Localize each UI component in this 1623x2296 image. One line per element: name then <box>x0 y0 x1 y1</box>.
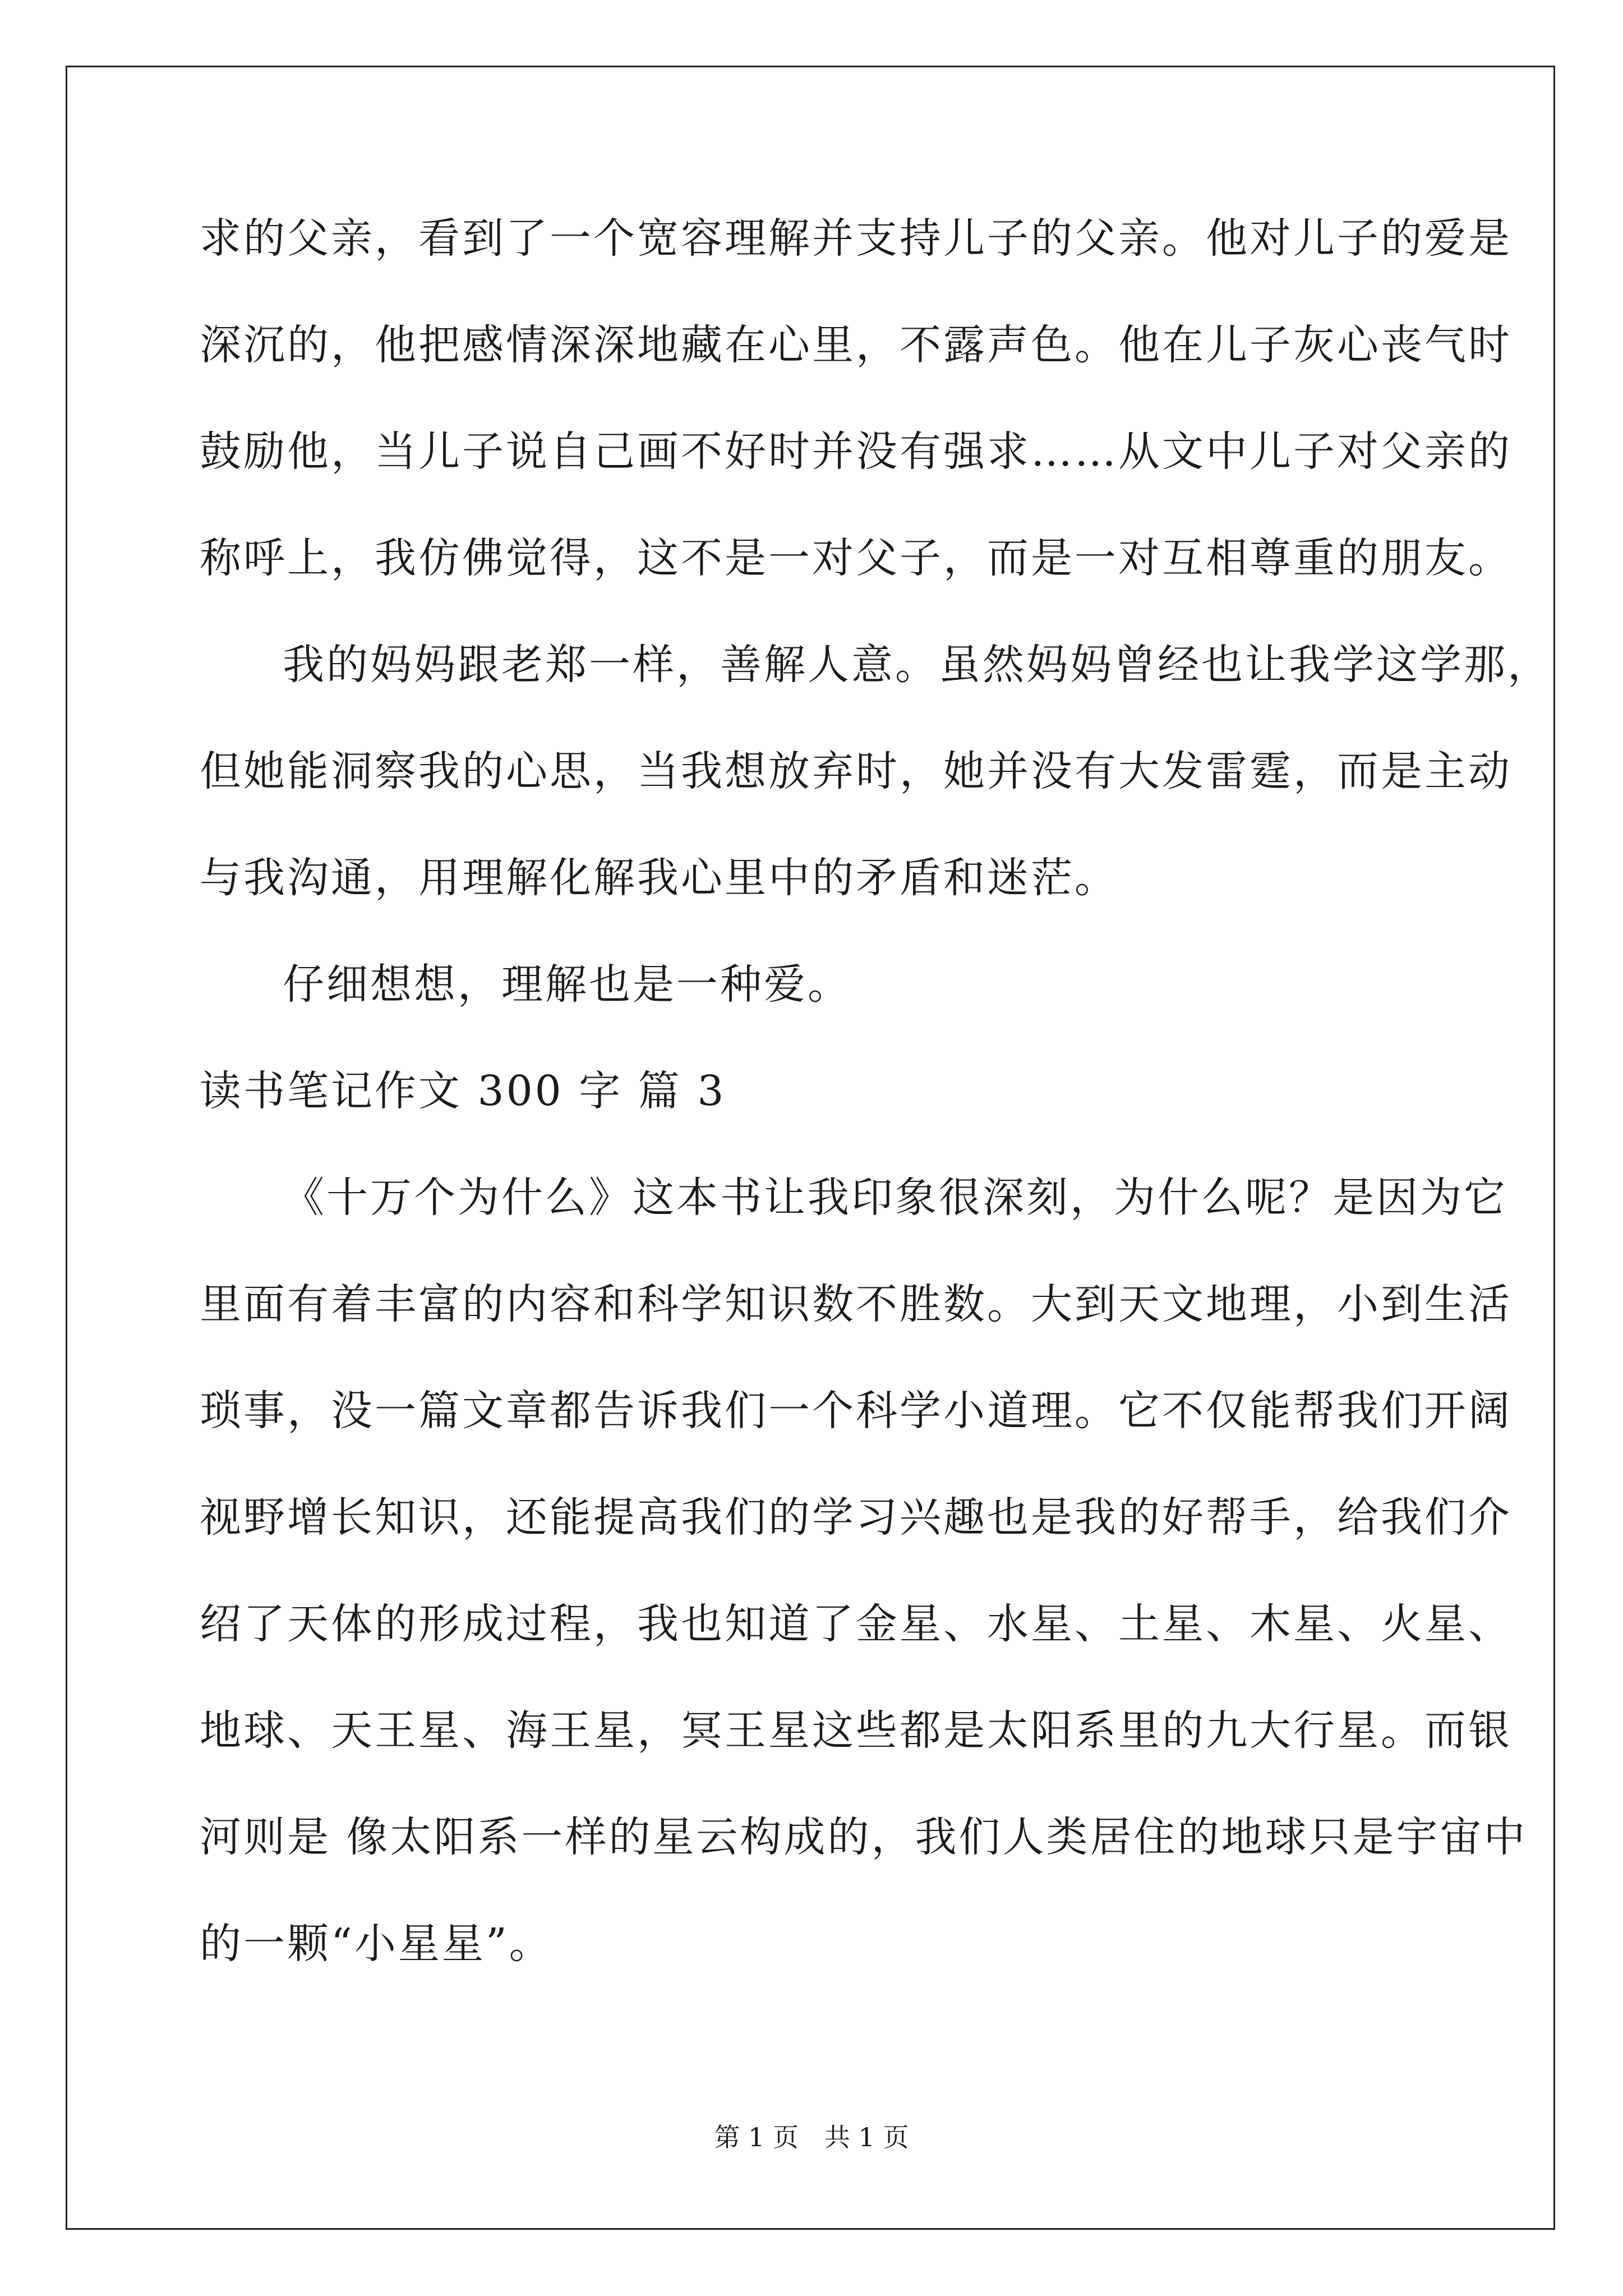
text-line: 里面有着丰富的内容和科学知识数不胜数。大到天文地理，小到生活 <box>200 1280 1512 1328</box>
text-line: 视野增长知识，还能提高我们的学习兴趣也是我的好帮手，给我们介 <box>200 1493 1512 1542</box>
text-line: 但她能洞察我的心思，当我想放弃时，她并没有大发雷霆，而是主动 <box>200 747 1512 795</box>
section-heading: 读书笔记作文 300 字 篇 3 <box>200 1067 726 1115</box>
text-line: 深沉的，他把感情深深地藏在心里，不露声色。他在儿子灰心丧气时 <box>200 321 1512 369</box>
text-line: 河则是 像太阳系一样的星云构成的，我们人类居住的地球只是宇宙中 <box>200 1813 1528 1861</box>
text-line: 地球、天王星、海王星，冥王星这些都是太阳系里的九大行星。而银 <box>200 1706 1512 1755</box>
text-line: 我的妈妈跟老郑一样，善解人意。虽然妈妈曾经也让我学这学那， <box>283 641 1551 689</box>
text-line: 仔细想想，理解也是一种爱。 <box>283 960 851 1009</box>
text-line: 绍了天体的形成过程，我也知道了金星、水星、土星、木星、火星、 <box>200 1600 1512 1648</box>
text-line: 鼓励他，当儿子说自己画不好时并没有强求……从文中儿子对父亲的 <box>200 427 1512 476</box>
page-footer: 第 1 页 共 1 页 <box>714 2122 909 2152</box>
page-border <box>66 66 1555 2230</box>
text-line: 琐事，没一篇文章都告诉我们一个科学小道理。它不仅能帮我们开阔 <box>200 1387 1512 1435</box>
text-line: 的一颗“小星星”。 <box>200 1920 553 1968</box>
text-line: 《十万个为什么》这本书让我印象很深刻，为什么呢？是因为它 <box>283 1174 1507 1222</box>
text-line: 与我沟通，用理解化解我心里中的矛盾和迷茫。 <box>200 854 1118 902</box>
text-line: 求的父亲，看到了一个宽容理解并支持儿子的父亲。他对儿子的爱是 <box>200 214 1512 263</box>
text-line: 称呼上，我仿佛觉得，这不是一对父子，而是一对互相尊重的朋友。 <box>200 534 1512 582</box>
